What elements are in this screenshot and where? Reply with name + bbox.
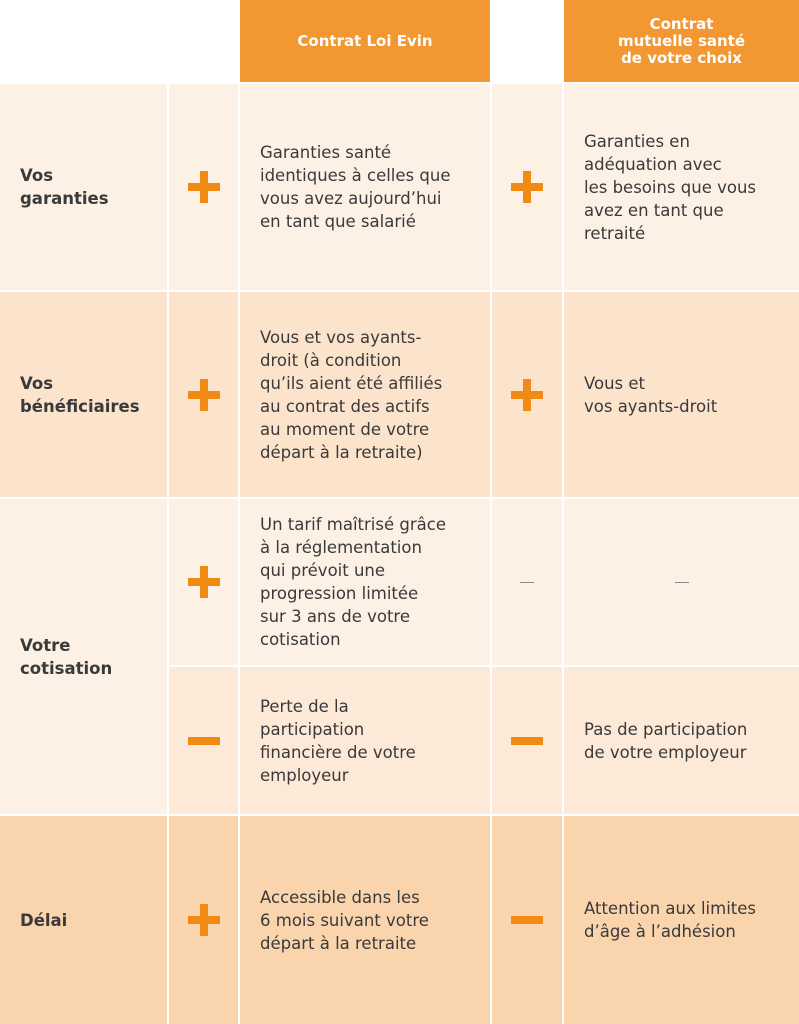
row-label-beneficiaires-text: Vos bénéficiaires: [20, 373, 140, 416]
mutuelle-text-cotisation-2-value: Pas de participation de votre employeur: [584, 719, 748, 762]
row-label-delai: [0, 816, 167, 1024]
mutuelle-sign-cotisation-1: [492, 499, 562, 665]
plus-icon: [188, 171, 220, 203]
minus-icon: [188, 737, 220, 745]
mutuelle-text-garanties-value: Garanties en adéquation avec les besoins que vous avez en tant que retraité: [584, 131, 757, 243]
evin-text-cotisation-2: [240, 667, 490, 814]
evin-sign-cotisation-2: [169, 667, 238, 814]
row-label-beneficiaires: [0, 292, 167, 497]
plus-icon: [188, 566, 220, 598]
row-label-cotisation-text: Votre cotisation: [20, 635, 113, 678]
plus-icon: [511, 171, 543, 203]
header-mutuelle: [564, 0, 799, 82]
mutuelle-text-delai-value: Attention aux limites d’âge à l’adhésion: [584, 899, 757, 941]
mutuelle-text-delai: [564, 816, 799, 1024]
evin-text-beneficiaires: [240, 292, 490, 497]
row-label-garanties: [0, 84, 167, 290]
mutuelle-sign-delai: [492, 816, 562, 1024]
dash-icon: [520, 582, 534, 583]
evin-text-garanties: [240, 84, 490, 290]
plus-icon: [188, 379, 220, 411]
header-evin-label: Contrat Loi Evin: [297, 31, 433, 50]
plus-icon: [511, 379, 543, 411]
minus-icon: [511, 916, 543, 924]
row-label-garanties-text: Vos garanties: [20, 166, 109, 208]
header-evin: [240, 0, 490, 82]
evin-text-cotisation-1: [240, 499, 490, 665]
plus-icon: [188, 904, 220, 936]
minus-icon: [511, 737, 543, 745]
evin-sign-beneficiaires: [169, 292, 238, 497]
header-mutuelle-label: Contrat mutuelle santé de votre choix: [617, 14, 746, 67]
evin-text-cotisation-1-value: Un tarif maîtrisé grâce à la réglementation qui prévoit une progression limitée sur 3 ans de votre cotisation: [260, 515, 446, 649]
evin-text-delai: [240, 816, 490, 1024]
evin-sign-cotisation-1: [169, 499, 238, 665]
evin-text-cotisation-2-value: Perte de la participation financière de votre employeur: [260, 696, 416, 785]
row-label-delai-text: Délai: [20, 910, 68, 930]
mutuelle-text-cotisation-1: [564, 499, 799, 665]
row-label-cotisation: [0, 499, 167, 814]
dash-icon: [675, 582, 689, 583]
evin-text-delai-value: Accessible dans les 6 mois suivant votre départ à la retraite: [260, 887, 429, 953]
evin-text-garanties-value: Garanties santé identiques à celles que vous avez aujourd’hui en tant que salarié: [260, 143, 451, 231]
mutuelle-text-garanties: [564, 84, 799, 290]
mutuelle-text-cotisation-2: [564, 667, 799, 814]
evin-text-beneficiaires-value: Vous et vos ayants- droit (à condition qu’ils aient été affiliés au contrat des actifs au moment de votre départ à la retraite): [260, 327, 443, 462]
mutuelle-sign-garanties: [492, 84, 562, 290]
evin-sign-garanties: [169, 84, 238, 290]
mutuelle-text-beneficiaires: [564, 292, 799, 497]
evin-sign-delai: [169, 816, 238, 1024]
mutuelle-text-beneficiaires-value: Vous et vos ayants-droit: [584, 373, 718, 416]
mutuelle-sign-cotisation-2: [492, 667, 562, 814]
mutuelle-sign-beneficiaires: [492, 292, 562, 497]
